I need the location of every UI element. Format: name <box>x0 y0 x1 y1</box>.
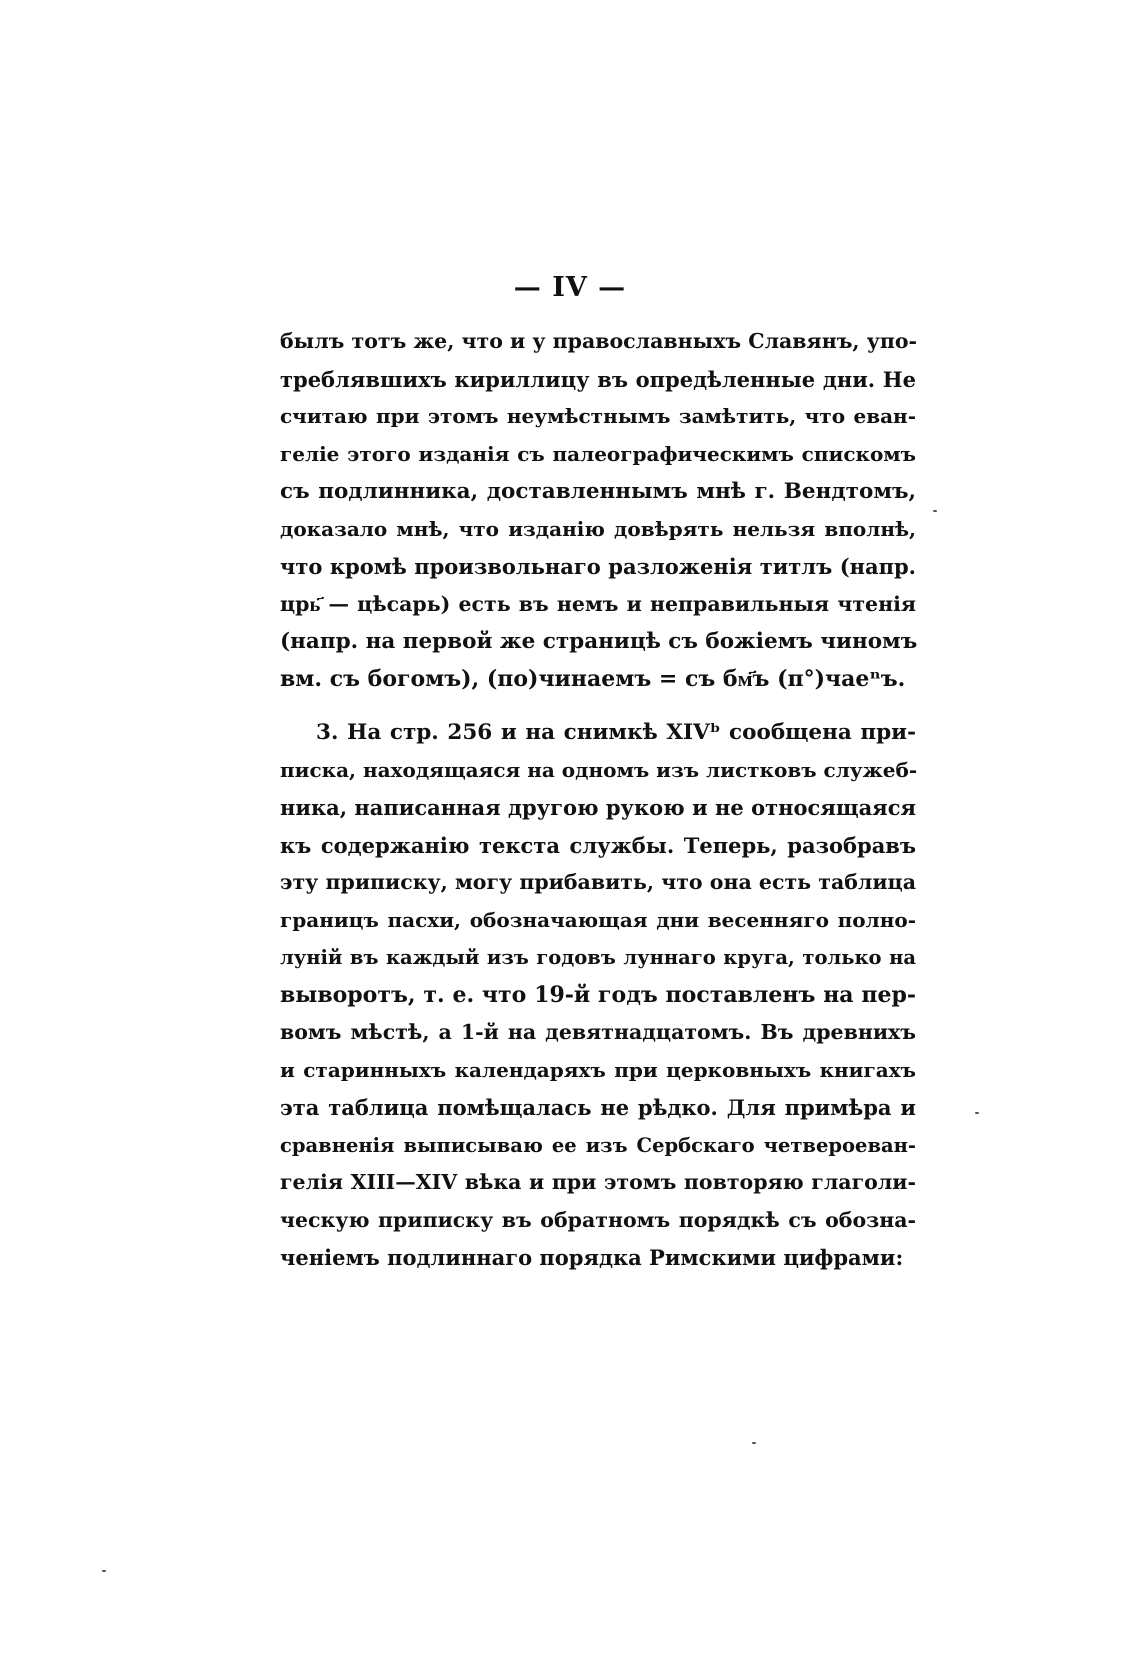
text-line: съ подлинника, доставленнымъ мнѣ г. Вендтомъ, <box>280 479 916 504</box>
text-line: (напр. на первой же страницѣ съ божіемъ чиномъ <box>280 629 918 654</box>
paragraph-2 <box>280 714 916 1277</box>
text-line: эту приписку, могу прибавить, что она есть таблица <box>280 870 916 894</box>
text-line: треблявшихъ кириллицу въ опредѣленные дни. Не <box>280 366 916 392</box>
text-line: вм. съ богомъ), (по)чинаемъ = съ бм҃ъ (п°)чаеⁿъ. <box>280 665 906 692</box>
text-line: и старинныхъ календаряхъ при церковныхъ книгахъ <box>280 1057 916 1082</box>
text-line: 3. На стр. 256 и на снимкѣ XIVᵇ сообщена при- <box>316 720 916 745</box>
text-line: вомъ мѣстѣ, а 1-й на девятнадцатомъ. Въ древнихъ <box>280 1020 916 1044</box>
scan-speck <box>933 510 937 512</box>
text-line: ника, написанная другою рукою и не относящаяся <box>280 795 916 820</box>
text-line: луній въ каждый изъ годовъ луннаго круга, только на <box>280 946 916 969</box>
text-line: геліе этого изданія съ палеографическимъ спискомъ <box>280 441 916 466</box>
text-line: эта таблица помѣщалась не рѣдко. Для примѣра и <box>280 1095 916 1120</box>
scan-speck <box>975 1112 979 1114</box>
text-line: границъ пасхи, обозначающая дни весенняго полно- <box>280 907 916 932</box>
text-line: црь҃ — цѣсарь) есть въ немъ и неправильныя чтенія <box>280 591 916 616</box>
text-line: что кромѣ произвольнаго разложенія титлъ (напр. <box>280 554 916 579</box>
text-line: доказало мнѣ, что изданію довѣрять нельзя вполнѣ, <box>280 516 916 541</box>
text-line: считаю при этомъ неумѣстнымъ замѣтить, что еван- <box>280 404 916 428</box>
page-number: — IV — <box>513 272 627 303</box>
text-line: былъ тотъ же, что и у православныхъ Славянъ, упо- <box>280 329 918 353</box>
text-line: ческую приписку въ обратномъ порядкѣ съ обозна- <box>280 1207 916 1232</box>
text-line: ченіемъ подлиннаго порядка Римскими цифрами: <box>280 1245 904 1270</box>
text-line: сравненія выписываю ее изъ Сербскаго четвероеван- <box>280 1133 916 1157</box>
scan-speck <box>752 1442 756 1444</box>
text-line: писка, находящаяся на одномъ изъ листковъ служеб- <box>280 757 918 782</box>
text-line: къ содержанію текста службы. Теперь, разобравъ <box>280 832 916 858</box>
text-line: выворотъ, т. е. что 19-й годъ поставленъ на пер- <box>280 981 916 1008</box>
paragraph-1 <box>280 323 916 698</box>
text-line: гелія XIII—XIV вѣка и при этомъ повторяю глаголи- <box>280 1170 916 1194</box>
scan-speck <box>102 1570 106 1572</box>
